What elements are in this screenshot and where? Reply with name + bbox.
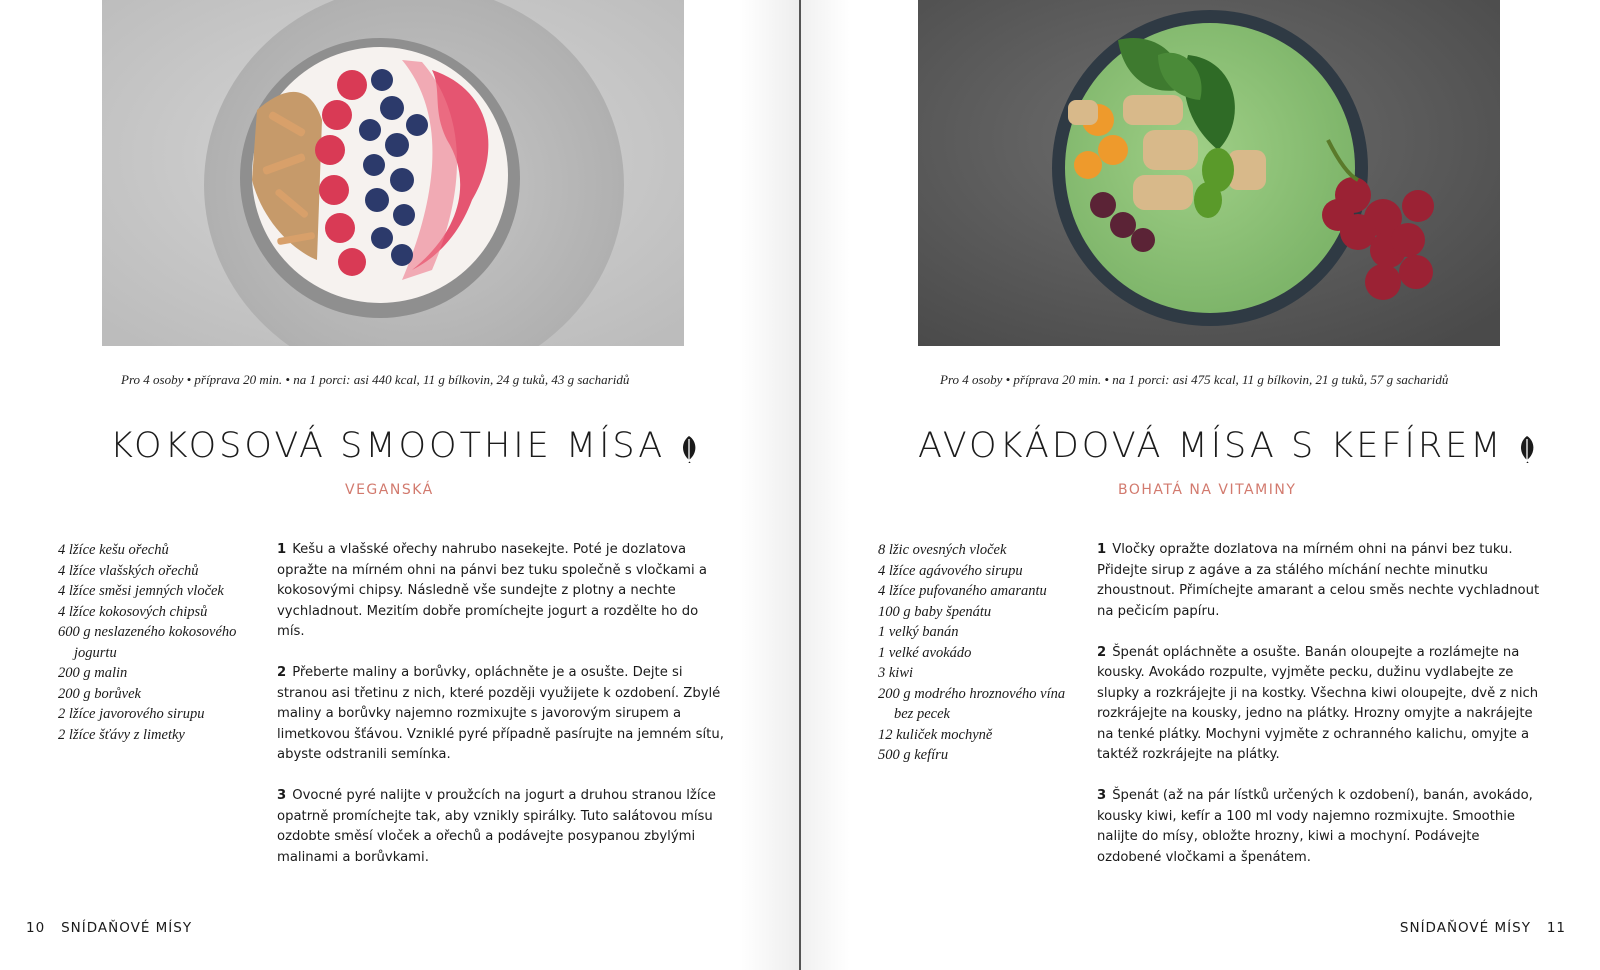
recipe-title-text: KOKOSOVÁ SMOOTHIE MÍSA — [110, 426, 666, 466]
coconut-bowl-photo — [102, 0, 684, 346]
method-step — [277, 663, 727, 766]
method-step — [277, 540, 727, 643]
recipe-subtitle: BOHATÁ NA VITAMINY — [1118, 482, 1297, 498]
recipe-title-text: AVOKÁDOVÁ MÍSA S KEFÍREM — [918, 426, 1504, 466]
gutter-shadow — [800, 0, 850, 970]
leaf-icon — [1517, 432, 1537, 460]
book-fold — [799, 0, 801, 970]
page-footer — [26, 920, 192, 936]
page-footer — [1400, 920, 1566, 936]
ingredient-list — [878, 540, 1078, 766]
method-step — [277, 786, 727, 868]
recipe-title — [110, 426, 699, 466]
ingredient-item: 2 lžíce šťávy z limetky — [58, 726, 185, 743]
ingredient-item: 200 g malin — [58, 665, 128, 681]
step-text: Kešu a vlašské ořechy nahrubo nasekejte. Poté je dozlatova opražte na mírném ohni na pánvi bez tuku společně s vločkami a kokosovými chipsy. Následně vše sundejte z plotny a nechte vychladnout. Mezitím dobře promíchejte jogurt a rozdělte ho do mís. — [277, 542, 707, 639]
ingredient-item: 3 kiwi — [878, 665, 914, 681]
method-steps — [1097, 540, 1547, 889]
recipe-subtitle: VEGANSKÁ — [345, 482, 434, 498]
step-text: Špenát (až na pár lístků určených k ozdobení), banán, avokádo, kousky kiwi, kefír a 100 ml vody najemno rozmixujte. Smoothie nalijte do mísy, obložte hrozny, kiwi a mochyní. Podávejte ozdobené vločkami a špenátem. — [1097, 788, 1533, 865]
step-number: 3 — [1097, 788, 1107, 803]
ingredient-item: 4 lžíce kokosových chipsů — [58, 603, 208, 620]
ingredient-item: 8 lžic ovesných vloček — [878, 542, 1007, 558]
page-number: 11 — [1546, 920, 1566, 936]
ingredient-item: 4 lžíce kešu ořechů — [58, 542, 169, 558]
step-number: 2 — [1097, 644, 1107, 660]
ingredient-item: 200 g modrého hroznového vína bez pecek — [878, 685, 1066, 722]
recipe-meta: Pro 4 osoby • příprava 20 min. • na 1 porci: asi 440 kcal, 11 g bílkovin, 24 g tuků, 43 g sacharidů — [121, 372, 630, 387]
ingredient-item: 4 lžíce pufovaného amarantu — [878, 583, 1047, 599]
step-text: Přeberte maliny a borůvky, opláchněte je a osušte. Dejte si stranou asi třetinu z nich, které později využijete k ozdobení. Zbylé maliny a borůvky najemno rozmixujte s javorovým sirupem a limetkovou šťávou. Vzniklé pyré případně pasírujte na jemném sítu, abyste odstranili semínka. — [277, 665, 724, 762]
ingredient-item: 2 lžíce javorového sirupu — [58, 706, 205, 722]
method-step — [1097, 540, 1547, 622]
step-number: 2 — [277, 665, 287, 680]
footer-section-label: SNÍDAŇOVÉ MÍSY — [61, 920, 193, 936]
recipe-meta: Pro 4 osoby • příprava 20 min. • na 1 porci: asi 475 kcal, 11 g bílkovin, 21 g tuků, 57 g sacharidů — [940, 372, 1449, 387]
ingredient-item: 4 lžíce agávového sirupu — [878, 562, 1023, 579]
step-number: 3 — [277, 788, 287, 803]
ingredient-item: 4 lžíce vlašských ořechů — [58, 562, 199, 579]
step-text: Špenát opláchněte a osušte. Banán oloupejte a rozlámejte na kousky. Avokádo rozpulte, vyjměte pecku, dužinu vydlabejte ze slupky a rozkrájejte ji na kostky. Všechna kiwi oloupejte, dvě z nich rozkrájejte na kousky, jedno na plátky. Hrozny omyjte a nakrájejte na tenké plátky. Mochyni vyjměte z ochranného kalichu, omyjte a taktéž rozkrájejte na plátky. — [1097, 644, 1539, 762]
step-number: 1 — [277, 542, 287, 557]
ingredient-item: 600 g neslazeného kokosového jogurtu — [58, 624, 237, 661]
ingredient-item: 100 g baby špenátu — [878, 603, 992, 620]
step-text: Vločky opražte dozlatova na mírném ohni na pánvi bez tuku. Přidejte sirup z agáve a za stálého míchání nechte minutku zhoustnout. Přimíchejte amarant a celou směs nechte vychladnout na pečicím papíru. — [1097, 542, 1540, 619]
method-step — [1097, 643, 1547, 766]
method-steps — [277, 540, 727, 889]
ingredient-item: 4 lžíce směsi jemných vloček — [58, 583, 224, 599]
ingredient-item: 12 kuliček mochyně — [878, 726, 993, 743]
leaf-icon — [679, 432, 699, 460]
ingredient-item: 200 g borůvek — [58, 685, 141, 702]
method-step — [1097, 786, 1547, 868]
step-number: 1 — [1097, 542, 1107, 557]
page-number: 10 — [26, 920, 46, 936]
recipe-title — [918, 426, 1537, 466]
gutter-shadow — [740, 0, 800, 970]
ingredient-item: 1 velké avokádo — [878, 644, 972, 661]
ingredient-item: 1 velký banán — [878, 624, 959, 640]
avocado-bowl-photo — [918, 0, 1500, 346]
ingredient-list — [58, 540, 258, 745]
footer-section-label: SNÍDAŇOVÉ MÍSY — [1399, 920, 1531, 936]
ingredient-item: 500 g kefíru — [878, 747, 949, 763]
right-page — [800, 0, 1600, 970]
step-text: Ovocné pyré nalijte v proužcích na jogurt a druhou stranou lžíce opatrně promíchejte tak, aby vznikly spirálky. Tuto salátovou mísu ozdobte směsí vloček a ořechů a podávejte posypanou zbylými malinami a borůvkami. — [277, 788, 716, 865]
